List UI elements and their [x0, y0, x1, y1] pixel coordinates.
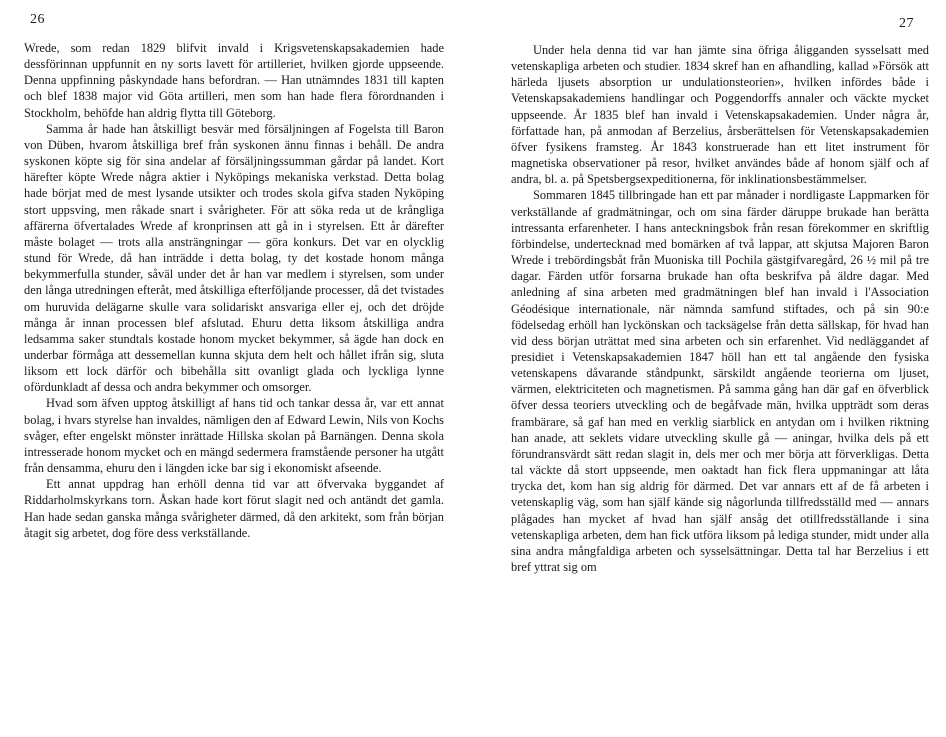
paragraph: Sommaren 1845 tillbringade han ett par månader i nordligaste Lappmarken för verkställande af gradmätningar, och om sina färder däruppe brukade han berätta intressanta erfarenheter. I hans anteckningsbok från resan förekommer en skriftlig förbindelse, undertecknad med bomärken af två lappar, att skjutsa Majoren Baron Wrede i trebördingsbåt från Muoniska till Pochila gästgifvaregård, 26 ½ mil på tre dagar. Färden utför forsarna brukade han ofta beskrifva på äldre dagar. Med anledning af sina arbeten med gradmätningen blef han invald i l'Association Géodésique internationale, när nämnda samfund stiftades, och på sin 90:e födelsedag erhöll han lyckönskan och tacksägelse från detta sällskap, för hvad han vid dess början uträttat med sina arbeten och sin erfarenhet. Vid nedläggandet af presidiet i Vetenskapsakademien 1847 höll han ett tal angående den fysiska vetenskapens dåvarande ståndpunkt, särskildt angående teorierna om ljuset, värmen, elektriciteten och magnetismen. På samma gång han där gaf en öfverblick öfver dessa teoriers utveckling och de begåfvade män, hvilka uppträdt som deras frambärare, så gaf han med en verklig siarblick en antydan om i hvilken riktning han anade, att seklets vidare utveckling skulle gå — aningar, hvilka dels på ett förundransvärdt sätt redan slagit in, dels mer och mer börja att förverkligas. Detta tal väckte då stort uppseende, men oaktadt han fick flera uppmaningar att låta trycka det, kom han sig aldrig för därmed. Det var annars ett af de få arbeten i vetenskaplig väg, som han själf kände sig någorlunda tillfredsställd med — annars plågades han mycket af hvad han själf ansåg det otillfredsställande i sina vetenskapliga arbeten, dem han fick utföra liksom på lediga stunder, midt under alla sina andra mångfaldiga arbeten och sysselsättningar. Detta tal har Berzelius i ett bref yttrat sig om — [511, 188, 929, 574]
page-number: 26 — [30, 12, 45, 27]
paragraph: Hvad som äfven upptog åtskilligt af hans tid och tankar dessa år, var ett annat bolag, i hvars styrelse han invaldes, nämligen den af Edward Lewin, Nils von Kochs svåger, efter engelskt mönster inrättade Hillska skolan på Barnängen. Denna skola intresserade honom mycket och en mängd sedermera framstående personer ha utgått från densamma, ehuru den i längden icke bar sig i ekonomiskt afseende. — [24, 396, 444, 476]
paragraph: Under hela denna tid var han jämte sina öfriga åligganden sysselsatt med vetenskapliga arbeten och studier. 1834 skref han en afhandling, kallad »Försök att härleda ljusets absorption ur undulationsteorien», hvilken infördes både i Vetenskapsakademiens handlingar och Poggendorffs annaler och väckte mycket uppseende. År 1835 blef han invald i Vetenskapsakademien. Under några år, författade han, på anmodan af Berzelius, årsberättelsen för Vetenskapsakademien öfver fysikens framsteg. År 1843 konstruerade han ett litet instrument för magnetiska observationer på resor, hvilket användes både af honom själf och af andra, bl. a. på Spetsbergsexpeditionerna, för inklinationsbestämmelser. — [511, 43, 929, 187]
paragraph: Wrede, som redan 1829 blifvit invald i Krigsvetenskapsakademien hade dessförinnan uppfunnit en ny sorts lavett för artilleriet, hvilken gjorde uppseende. Denna uppfinning påskyndade hans befordran. — Han utnämndes 1831 till kapten och blef 1838 major vid Göta artilleri, men som han hade flera förordnanden i Stockholm, behöfde han aldrig flytta till Göteborg. — [24, 41, 444, 120]
right-page — [473, 0, 946, 737]
paragraph: Ett annat uppdrag han erhöll denna tid var att öfvervaka byggandet af Riddarholmskyrkans torn. Åskan hade kort förut slagit ned och antändt det gamla. Han hade sedan ganska många svårigheter därmed, då den arkitekt, som från början åtagit sig arbetet, dog före dess verkställande. — [24, 477, 444, 540]
right-text-column — [511, 42, 929, 575]
paragraph: Samma år hade han åtskilligt besvär med försäljningen af Fogelsta till Baron von Düben, hvarom åtskilliga bref från syskonen ännu finnas i behåll. De andra syskonen köpte sig för sina andelar af försäljningssumman gårdar på landet. Kort härefter köpte Wrede några aktier i Nyköpings mekaniska verkstad. Detta bolag hade börjat med de mest lysande utsikter och trodes skola gifva staden Nyköping stort uppsving, men råkade snart i svårigheter. För att söka reda ut de krångliga affärerna öfvertalades Wrede af kronprinsen att gå in i styrelsen. Ett år därefter måste bolaget — trots alla ansträngningar — göra konkurs. Det var en olycklig stund för Wrede, då han inträdde i detta bolag, ty det kostade honom många bekymmerfulla stunder, såväl under det år han var medlem i styrelsen, som under den långa utredningen efteråt, med åtskilliga efterföljande processer, då det tvistades om huruvida delägarne skulle vara solidariskt ansvariga eller ej, och det dröjde många år innan processen blef afslutad. Ehuru detta liksom åtskilliga andra ledsamma saker stundtals kostade honom mycket bekymmer, så ägde han dock en underbar förmåga att dessemellan kunna skjuta dem helt och hållet ifrån sig, sluta liksom ett lock därför och bibehålla sitt ovanligt glada och lyckliga lynne ofördunkladt af dessa och andra bekymmer och omsorger. — [24, 121, 444, 395]
left-text-column — [24, 40, 444, 541]
page-number: 27 — [899, 16, 914, 31]
